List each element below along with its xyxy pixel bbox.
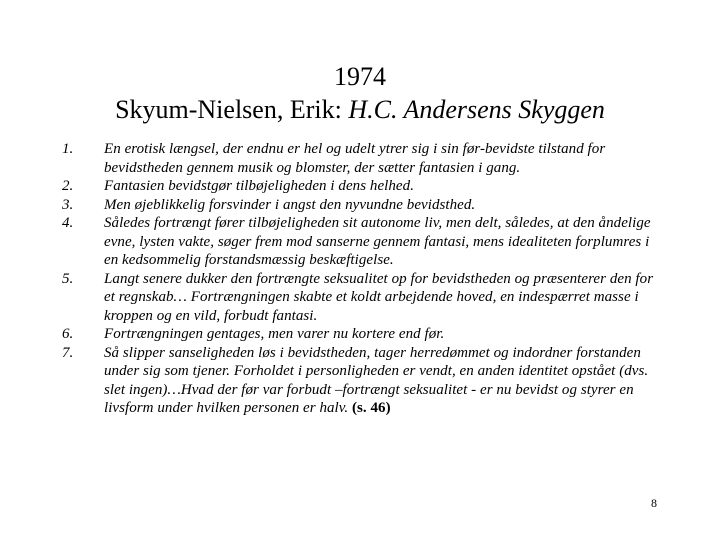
page-citation: (s. 46) [351,400,391,416]
title-year: 1974 [334,62,386,91]
title-work: H.C. Andersens Skyggen [348,95,605,124]
list-item [62,344,662,418]
list-item [62,214,662,270]
list-item-text: Fantasien bevidstgør tilbøjeligheden i dens helhed. [104,178,414,194]
slide-title [0,60,720,126]
list-item [62,325,662,344]
list-item-text: Så slipper sanseligheden løs i bevidstheden, tager herredømmet og indordner forstanden under sig som tjener. Forholdet i personligheden er vendt, en anden identitet opstået (dvs. slet ingen)…Hvad der før var forbudt –fortrængt seksualitet - er nu bevidst og styrer en livsform under hvilken personen er halv. [104,344,649,416]
list-item-number: 1. [62,141,74,157]
list-item-number: 4. [62,215,74,231]
title-author: Skyum-Nielsen, Erik: [115,95,349,124]
list-item-number: 5. [62,270,74,287]
list-item-text: Fortrængningen gentages, men varer nu kortere end før. [104,326,445,342]
list-item [62,270,662,326]
list-item [62,196,662,215]
list-item-text: En erotisk længsel, der endnu er hel og udelt ytrer sig i sin før-bevidste tilstand for bevidstheden gennem musik og blomster, der sætter fantasien i gang. [104,141,606,176]
list-item-number: 6. [62,326,74,342]
list-item [62,177,662,196]
list-item-text: Men øjeblikkelig forsvinder i angst den nyvundne bevidsthed. [104,196,476,213]
list-item-text-wrapper [104,344,662,418]
page-number: 8 [651,496,657,510]
list-item-number: 2. [62,178,74,194]
numbered-list [62,140,662,418]
title-citation [0,93,720,126]
list-item-text: Langt senere dukker den fortrængte seksualitet op for bevidstheden og præsenterer den for et regnskab… Fortrængningen skabte et koldt arbejdende hoved, en indespærret masse i kroppen og en vild, forbudt fantasi. [104,270,654,324]
list-item [62,140,662,177]
list-item-text: Således fortrængt fører tilbøjeligheden sit autonome liv, men delt, således, at den åndelige evne, lysten vakte, søger frem mod sanserne gennem fantasi, mens idealiteten forplumres i en kedsommelig forstandsmæssig beskæftigelse. [104,215,651,268]
list-item-number: 7. [62,344,74,361]
list-item-number: 3. [62,196,74,213]
